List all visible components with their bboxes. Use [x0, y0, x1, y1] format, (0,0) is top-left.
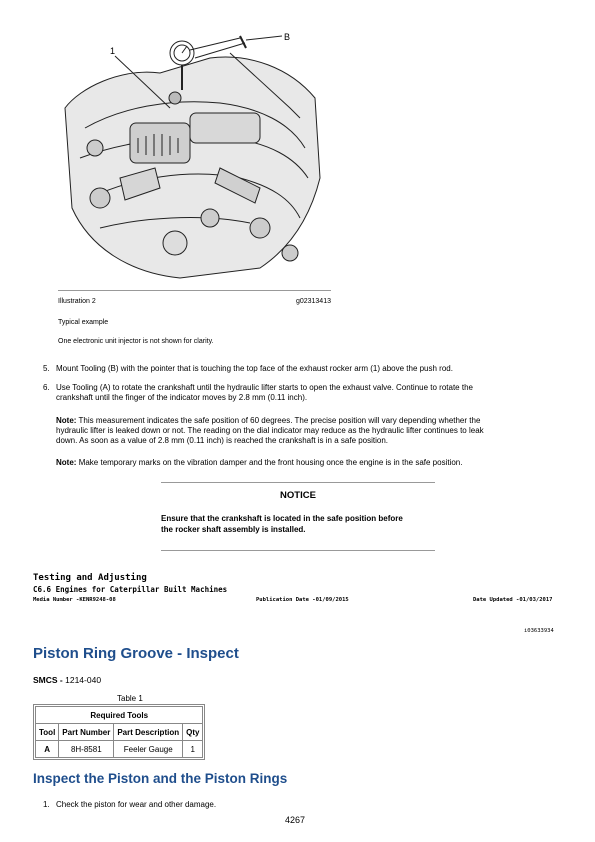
table-caption: Table 1 [117, 694, 143, 703]
note-text: This measurement indicates the safe position of 60 degrees. The precise position will vary depending whether the [78, 416, 481, 425]
table-cell: Feeler Gauge [114, 741, 183, 758]
required-tools-table [33, 704, 205, 760]
smcs-label: SMCS - [33, 675, 63, 685]
graphic-id: g02313413 [295, 298, 331, 305]
step-text: Mount Tooling (B) with the pointer that is touching the top face of the exhaust rocker arm (1) above the push rod. [56, 364, 453, 373]
doc-section: Testing and Adjusting [33, 573, 147, 583]
illustration-label: Illustration 2 [58, 298, 96, 305]
table-header: Part Number [59, 724, 114, 741]
step-5 [43, 364, 563, 376]
note-label: Note: [56, 458, 77, 467]
doc-subtitle: C6.6 Engines for Caterpillar Built Machines [33, 585, 228, 594]
table-header: Qty [183, 724, 203, 741]
page-number: 4267 [285, 815, 306, 825]
step-1 [43, 800, 563, 812]
step-number: 1. [43, 800, 50, 809]
table-cell: A [36, 741, 59, 758]
caption-rule [58, 290, 331, 291]
smcs-code: 1214-040 [65, 675, 102, 685]
table-cell: 8H-8581 [59, 741, 114, 758]
callout-b: B [284, 32, 291, 42]
step-6 [43, 383, 563, 405]
table-title: Required Tools [36, 707, 203, 724]
smcs-line [33, 675, 101, 685]
notice-top-rule [161, 482, 435, 483]
step-number: 5. [43, 364, 50, 373]
table-header: Tool [36, 724, 59, 741]
subsection-title: Inspect the Piston and the Piston Rings [33, 771, 288, 786]
table-cell: 1 [183, 741, 203, 758]
doc-id: i03633934 [524, 628, 554, 634]
step-text-line2: crankshaft until the finger of the indicator moves by 2.8 mm (0.11 inch). [56, 393, 308, 402]
note-2 [56, 458, 566, 468]
illustration-caption: Typical example [58, 319, 109, 326]
table-row [36, 741, 203, 758]
illustration-caption-row [58, 298, 331, 305]
notice-line: Ensure that the crankshaft is located in the safe position before [161, 514, 403, 523]
notice-bottom-rule [161, 550, 435, 551]
illustration-note: One electronic unit injector is not shown for clarity. [58, 338, 214, 345]
media-number: Media Number -KENR9248-08 [33, 597, 116, 603]
step-text: Check the piston for wear and other damage. [56, 800, 217, 809]
note-text: down. As soon as a value of 2.8 mm (0.11 inch) is reached the crankshaft is in a safe position. [56, 436, 389, 445]
section-title: Piston Ring Groove - Inspect [33, 645, 239, 662]
note-1 [56, 416, 566, 446]
notice-line: the rocker shaft assembly is installed. [161, 525, 306, 534]
step-text-line1: Use Tooling (A) to rotate the crankshaft until the hydraulic lifter starts to open the exhaust valve. Continue to rotate the [56, 383, 473, 392]
callout-1: 1 [110, 46, 116, 56]
publication-date: Publication Date -01/09/2015 [256, 597, 349, 603]
table-header: Part Description [114, 724, 183, 741]
note-text: hydraulic lifter is leaked down or not. The reading on the dial indicator may reduce as the hydraulic lifter continues to leak [56, 426, 484, 435]
notice-body [161, 513, 441, 535]
step-number: 6. [43, 383, 50, 392]
note-label: Note: [56, 416, 77, 425]
note-text: Make temporary marks on the vibration damper and the front housing once the engine is in the safe position. [78, 458, 463, 467]
engine-illustration [60, 28, 330, 292]
date-updated: Date Updated -01/03/2017 [473, 597, 553, 603]
notice-title: NOTICE [280, 490, 316, 501]
